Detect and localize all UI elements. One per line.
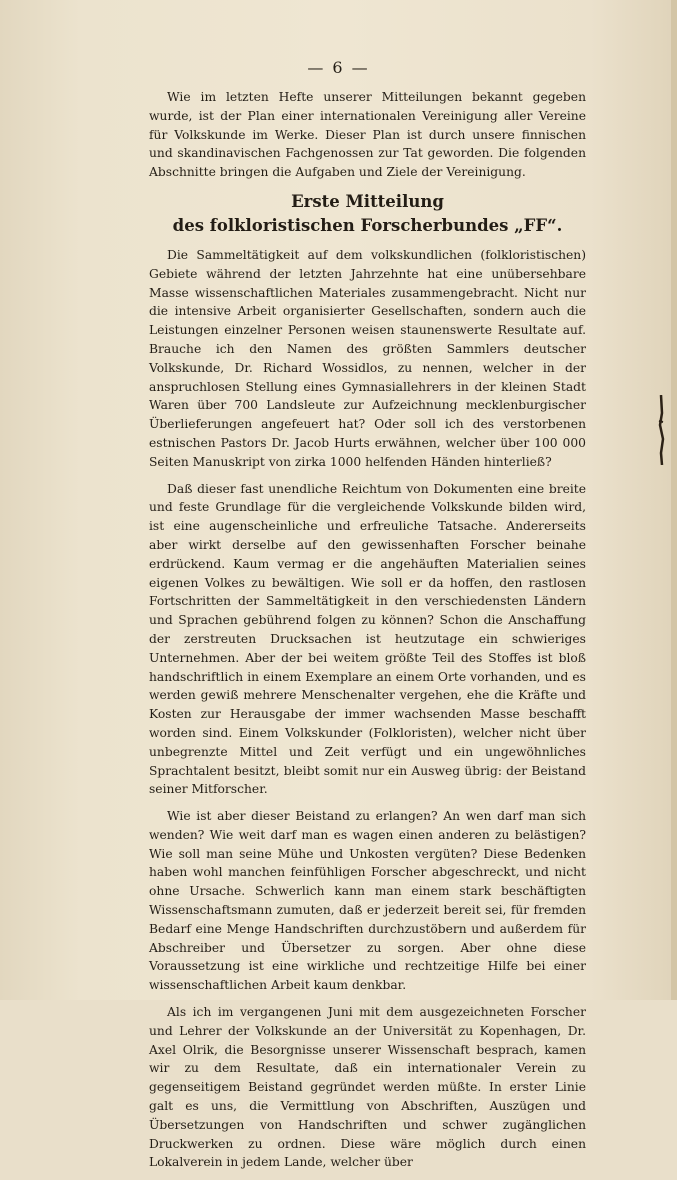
intro-paragraph: Wie im letzten Hefte unserer Mitteilungen bekannt gegeben wurde, ist der Plan einer internationalen Vereinigung aller Vereine für Volkskunde im Werke. Dieser Plan ist durch unsere finnischen und skandinavischen Fachgenossen zur Tat geworden. Die folgenden Abschnitte bringen die Aufgaben und Ziele der Vereinigung.	[149, 90, 586, 180]
paragraph-2: Daß dieser fast unendliche Reichtum von Dokumenten eine breite und feste Grundlage für die vergleichende Volkskunde bilden wird, ist eine augenscheinliche und erfreuliche Tatsache. Andererseits aber wirkt derselbe auf den gewissenhaften Forscher beinahe erdrückend. Kaum vermag er die angehäuften Materialien seines eigenen Volkes zu bewältigen. Wie soll er da hoffen, den rastlosen Fortschritten der Sammeltätigkeit in den verschiedensten Ländern und Sprachen gebührend folgen zu können? Schon die Anschaffung der zerstreuten Drucksachen ist heutzutage ein schwieriges Unternehmen. Aber der bei weitem größte Teil des Stoffes ist bloß handschriftlich in einem Exemplare an einem Orte vorhanden, und es werden gewiß mehrere Menschenalter vergehen, ehe die Kräfte und Kosten zur Herausgabe der immer wachsenden Masse beschafft worden sind. Einem Volkskunder (Folkloristen), welcher nicht über unbegrenzte Mittel und Zeit verfügt und ein ungewöhnliches Sprachtalent besitzt, bleibt somit nur ein Ausweg übrig: der Beistand seiner Mitforscher.	[149, 481, 586, 797]
paragraph-3: Wie ist aber dieser Beistand zu erlangen? An wen darf man sich wenden? Wie weit darf man es wagen einen anderen zu belästigen? Wie soll man seine Mühe und Unkosten vergüten? Diese Bedenken haben wohl manchen feinfühligen Forscher abgeschreckt, und nicht ohne Ursache. Schwerlich kann man einem stark beschäftigten Wissenschaftsmann zumuten, daß er jederzeit bereit sei, für fremden Bedarf eine Menge Handschriften durchzustöbern und außerdem für Abschreiber und Übersetzer zu sorgen. Aber ohne diese Voraussetzung ist eine wirkliche und rechtzeitige Hilfe bei einer wissenschaftlichen Arbeit kaum denkbar.	[149, 809, 586, 993]
heading-line-1: Erste Mitteilung	[291, 191, 444, 211]
paragraph-4: Als ich im vergangenen Juni mit dem ausgezeichneten Forscher und Lehrer der Volkskunde an der Universität zu Kopenhagen, Dr. Axel Olrik, die Besorgnisse unserer Wissenschaft besprach, kamen wir zu dem Resultate, daß ein internationaler Verein zu gegenseitigem Beistand gegründet werden müßte. In erster Linie galt es uns, die Vermittlung von Abschriften, Auszügen und Übersetzungen von Handschriften und schwer zugänglichen Druckwerken zu ordnen. Diese wäre möglich durch einen Lokalverein in jedem Lande, welcher über	[149, 1005, 586, 1170]
heading-line-2: des folkloristischen Forscherbundes „FF“.	[172, 215, 563, 235]
page-number: — 6 —	[307, 58, 370, 77]
paragraph-1: Die Sammeltätigkeit auf dem volkskundlichen (folkloristischen) Gebiete während der letzten Jahrzehnte hat eine unübersehbare Masse wissenschaftlichen Materiales zusammengebracht. Nicht nur die intensive Arbeit organisierter Gesellschaften, sondern auch die Leistungen einzelner Personen weisen staunenswerte Resultate auf. Brauche ich den Namen des größten Sammlers deutscher Volkskunde, Dr. Richard Wossidlos, zu nennen, welcher in der anspruchlosen Stellung eines Gymnasiallehrers in der kleinen Stadt Waren über 700 Landsleute zur Aufzeichnung mecklenburgischer Überlieferungen angefeuert hat? Oder soll ich des verstorbenen estnischen Pastors Dr. Jacob Hurts erwähnen, welcher über 100 000 Seiten Manuskript von zirka 1000 helfenden Händen hinterließ?	[149, 247, 586, 469]
binding-thread-mark	[657, 395, 665, 465]
text-body	[149, 88, 586, 1180]
section-heading	[149, 190, 586, 238]
